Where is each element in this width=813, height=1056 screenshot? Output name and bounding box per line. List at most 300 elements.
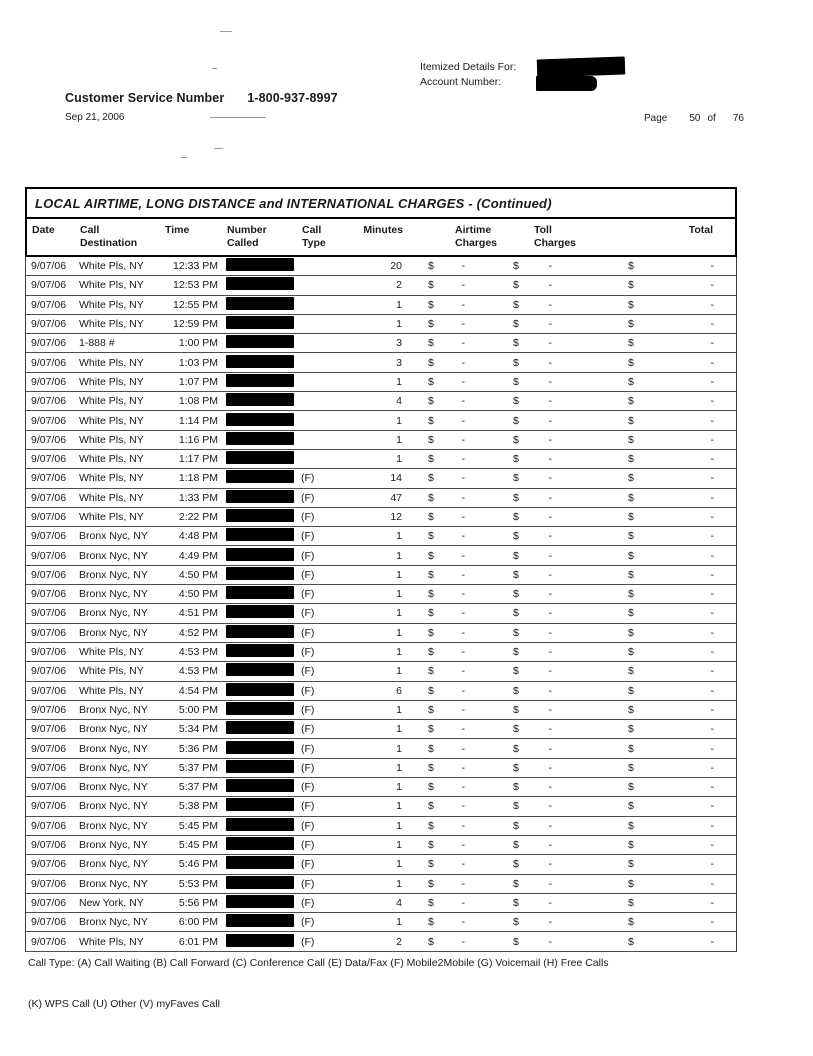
cell-date: 9/07/06: [31, 703, 67, 716]
redacted-number-bar: [226, 567, 294, 580]
airtime-amount: -: [461, 414, 465, 427]
cell-number-called: [220, 393, 296, 409]
table-row: [26, 527, 736, 546]
cell-airtime-charges: [426, 434, 511, 446]
cell-toll-charges: [511, 858, 626, 870]
col-header-total: Total: [688, 224, 713, 236]
toll-amount: -: [548, 395, 552, 408]
airtime-amount: -: [461, 375, 465, 388]
currency-symbol: $: [628, 877, 634, 890]
cell-time: 1:00 PM: [178, 337, 218, 350]
total-amount: -: [710, 318, 714, 331]
currency-symbol: $: [628, 549, 634, 562]
currency-symbol: $: [428, 800, 434, 813]
cell-number-called: [220, 895, 296, 911]
cell-date: 9/07/06: [31, 646, 67, 659]
currency-symbol: $: [513, 395, 519, 408]
cell-minutes: 2: [396, 279, 402, 292]
toll-amount: -: [548, 337, 552, 350]
airtime-amount: -: [461, 800, 465, 813]
cell-airtime-charges: [426, 376, 511, 388]
redacted-account-number-bar: [536, 76, 597, 91]
cell-date: 9/07/06: [31, 607, 67, 620]
cell-minutes: 1: [396, 530, 402, 543]
cell-total: [626, 530, 738, 542]
total-amount: -: [710, 761, 714, 774]
cell-number-called: [220, 663, 296, 679]
toll-amount: -: [548, 472, 552, 485]
cell-number-called: [220, 277, 296, 293]
cell-airtime-charges: [426, 916, 511, 928]
airtime-amount: -: [461, 761, 465, 774]
table-row: [26, 875, 736, 894]
cell-date: 9/07/06: [31, 839, 67, 852]
cell-airtime-charges: [426, 897, 511, 909]
cell-number-called: [220, 934, 296, 950]
currency-symbol: $: [428, 723, 434, 736]
toll-amount: -: [548, 356, 552, 369]
currency-symbol: $: [428, 916, 434, 929]
redacted-number-bar: [226, 625, 294, 638]
cell-minutes: 4: [396, 896, 402, 909]
cell-toll-charges: [511, 511, 626, 523]
cell-airtime-charges: [426, 646, 511, 658]
cell-destination: White Pls, NY: [79, 395, 144, 408]
cell-date: 9/07/06: [31, 549, 67, 562]
currency-symbol: $: [628, 588, 634, 601]
cell-time: 1:16 PM: [178, 433, 218, 446]
cell-total: [626, 395, 738, 407]
cell-time: 5:36 PM: [178, 742, 218, 755]
cell-toll-charges: [511, 530, 626, 542]
cell-airtime-charges: [426, 627, 511, 639]
currency-symbol: $: [428, 896, 434, 909]
cell-toll-charges: [511, 878, 626, 890]
redacted-number-bar: [226, 509, 294, 522]
total-amount: -: [710, 684, 714, 697]
currency-symbol: $: [428, 549, 434, 562]
airtime-amount: -: [461, 626, 465, 639]
cell-minutes: 20: [390, 260, 402, 273]
table-row: [26, 662, 736, 681]
cell-airtime-charges: [426, 743, 511, 755]
cell-total: [626, 936, 738, 948]
table-row: [26, 720, 736, 739]
currency-symbol: $: [513, 800, 519, 813]
cell-toll-charges: [511, 453, 626, 465]
currency-symbol: $: [628, 781, 634, 794]
table-row: [26, 392, 736, 411]
cell-toll-charges: [511, 260, 626, 272]
total-amount: -: [710, 703, 714, 716]
cell-destination: Bronx Nyc, NY: [79, 819, 148, 832]
cell-call-type: (F): [301, 819, 315, 832]
cell-toll-charges: [511, 415, 626, 427]
cell-total: [626, 781, 738, 793]
cell-date: 9/07/06: [31, 742, 67, 755]
toll-amount: -: [548, 800, 552, 813]
cell-time: 5:37 PM: [178, 761, 218, 774]
page-total: 76: [732, 113, 744, 124]
cell-time: 5:45 PM: [178, 819, 218, 832]
cell-airtime-charges: [426, 415, 511, 427]
currency-symbol: $: [428, 395, 434, 408]
cell-date: 9/07/06: [31, 916, 67, 929]
cell-number-called: [220, 297, 296, 313]
cell-date: 9/07/06: [31, 858, 67, 871]
cell-toll-charges: [511, 839, 626, 851]
currency-symbol: $: [513, 491, 519, 504]
cell-date: 9/07/06: [31, 395, 67, 408]
cell-destination: White Pls, NY: [79, 472, 144, 485]
currency-symbol: $: [513, 453, 519, 466]
currency-symbol: $: [428, 337, 434, 350]
cell-minutes: 1: [396, 761, 402, 774]
toll-amount: -: [548, 703, 552, 716]
currency-symbol: $: [628, 395, 634, 408]
toll-amount: -: [548, 935, 552, 948]
toll-amount: -: [548, 877, 552, 890]
cell-minutes: 1: [396, 588, 402, 601]
scan-artifact: [210, 117, 266, 118]
currency-symbol: $: [428, 839, 434, 852]
currency-symbol: $: [513, 588, 519, 601]
cell-minutes: 1: [396, 742, 402, 755]
cell-call-type: (F): [301, 703, 315, 716]
toll-amount: -: [548, 626, 552, 639]
cell-minutes: 1: [396, 819, 402, 832]
cell-call-type: (F): [301, 896, 315, 909]
redacted-number-bar: [226, 741, 294, 754]
redacted-number-bar: [226, 297, 294, 310]
total-amount: -: [710, 491, 714, 504]
cell-total: [626, 897, 738, 909]
cell-total: [626, 279, 738, 291]
cell-date: 9/07/06: [31, 665, 67, 678]
currency-symbol: $: [428, 568, 434, 581]
cell-number-called: [220, 490, 296, 506]
airtime-amount: -: [461, 916, 465, 929]
cell-number-called: [220, 644, 296, 660]
toll-amount: -: [548, 646, 552, 659]
currency-symbol: $: [628, 839, 634, 852]
table-row: [26, 585, 736, 604]
currency-symbol: $: [428, 491, 434, 504]
cell-number-called: [220, 702, 296, 718]
cell-time: 5:53 PM: [178, 877, 218, 890]
currency-symbol: $: [628, 279, 634, 292]
currency-symbol: $: [428, 414, 434, 427]
total-amount: -: [710, 453, 714, 466]
cell-total: [626, 550, 738, 562]
airtime-amount: -: [461, 568, 465, 581]
cell-time: 12:59 PM: [173, 318, 218, 331]
cell-minutes: 1: [396, 453, 402, 466]
table-row: [26, 778, 736, 797]
cell-date: 9/07/06: [31, 337, 67, 350]
airtime-amount: -: [461, 279, 465, 292]
redacted-number-bar: [226, 856, 294, 869]
cell-minutes: 47: [390, 491, 402, 504]
toll-amount: -: [548, 761, 552, 774]
currency-symbol: $: [513, 279, 519, 292]
currency-symbol: $: [428, 684, 434, 697]
cell-toll-charges: [511, 607, 626, 619]
toll-amount: -: [548, 858, 552, 871]
cell-date: 9/07/06: [31, 472, 67, 485]
col-header-airtime-charges: Airtime Charges: [455, 224, 498, 249]
cell-toll-charges: [511, 395, 626, 407]
cell-date: 9/07/06: [31, 298, 67, 311]
cell-minutes: 1: [396, 375, 402, 388]
cell-date: 9/07/06: [31, 800, 67, 813]
cell-airtime-charges: [426, 878, 511, 890]
currency-symbol: $: [628, 723, 634, 736]
currency-symbol: $: [513, 761, 519, 774]
redacted-number-bar: [226, 316, 294, 329]
total-amount: -: [710, 530, 714, 543]
cell-time: 4:54 PM: [178, 684, 218, 697]
cell-time: 4:52 PM: [178, 626, 218, 639]
cell-toll-charges: [511, 916, 626, 928]
cell-destination: White Pls, NY: [79, 298, 144, 311]
cell-total: [626, 646, 738, 658]
table-row: [26, 894, 736, 913]
cell-call-type: (F): [301, 761, 315, 774]
airtime-amount: -: [461, 684, 465, 697]
cell-toll-charges: [511, 337, 626, 349]
customer-service-number: 1-800-937-8997: [247, 91, 338, 105]
cell-toll-charges: [511, 492, 626, 504]
customer-service-label: Customer Service Number: [65, 91, 225, 105]
table-row: [26, 431, 736, 450]
cell-total: [626, 588, 738, 600]
currency-symbol: $: [628, 665, 634, 678]
cell-destination: Bronx Nyc, NY: [79, 877, 148, 890]
cell-total: [626, 820, 738, 832]
currency-symbol: $: [513, 781, 519, 794]
cell-airtime-charges: [426, 318, 511, 330]
currency-symbol: $: [513, 723, 519, 736]
airtime-amount: -: [461, 395, 465, 408]
cell-minutes: 1: [396, 607, 402, 620]
airtime-amount: -: [461, 530, 465, 543]
cell-total: [626, 260, 738, 272]
page-of-label: of: [707, 113, 716, 124]
currency-symbol: $: [428, 530, 434, 543]
toll-amount: -: [548, 684, 552, 697]
cell-total: [626, 762, 738, 774]
cell-number-called: [220, 470, 296, 486]
cell-number-called: [220, 413, 296, 429]
cell-time: 12:53 PM: [173, 279, 218, 292]
cell-time: 5:56 PM: [178, 896, 218, 909]
cell-destination: White Pls, NY: [79, 356, 144, 369]
cell-airtime-charges: [426, 569, 511, 581]
currency-symbol: $: [428, 260, 434, 273]
cell-call-type: (F): [301, 491, 315, 504]
table-row: [26, 682, 736, 701]
page-label: Page: [644, 113, 668, 124]
total-amount: -: [710, 298, 714, 311]
cell-minutes: 1: [396, 646, 402, 659]
total-amount: -: [710, 858, 714, 871]
cell-date: 9/07/06: [31, 279, 67, 292]
cell-time: 6:00 PM: [178, 916, 218, 929]
toll-amount: -: [548, 549, 552, 562]
cell-airtime-charges: [426, 588, 511, 600]
col-header-time: Time: [165, 224, 190, 236]
cell-minutes: 3: [396, 356, 402, 369]
currency-symbol: $: [628, 858, 634, 871]
cell-airtime-charges: [426, 260, 511, 272]
cell-total: [626, 878, 738, 890]
cell-destination: White Pls, NY: [79, 684, 144, 697]
cell-time: 1:03 PM: [178, 356, 218, 369]
cell-destination: White Pls, NY: [79, 260, 144, 273]
currency-symbol: $: [628, 414, 634, 427]
currency-symbol: $: [428, 858, 434, 871]
table-row: [26, 276, 736, 295]
total-amount: -: [710, 549, 714, 562]
redacted-number-bar: [226, 934, 294, 947]
cell-minutes: 1: [396, 800, 402, 813]
cell-time: 1:33 PM: [178, 491, 218, 504]
col-header-toll-charges: Toll Charges: [534, 224, 577, 249]
toll-amount: -: [548, 298, 552, 311]
cell-minutes: 1: [396, 626, 402, 639]
cell-total: [626, 337, 738, 349]
currency-symbol: $: [513, 298, 519, 311]
scan-artifact: [214, 148, 223, 149]
currency-symbol: $: [428, 877, 434, 890]
total-amount: -: [710, 916, 714, 929]
cell-minutes: 1: [396, 916, 402, 929]
cell-toll-charges: [511, 588, 626, 600]
airtime-amount: -: [461, 723, 465, 736]
cell-number-called: [220, 856, 296, 872]
cell-date: 9/07/06: [31, 491, 67, 504]
cell-destination: Bronx Nyc, NY: [79, 761, 148, 774]
cell-destination: White Pls, NY: [79, 646, 144, 659]
toll-amount: -: [548, 491, 552, 504]
cell-toll-charges: [511, 723, 626, 735]
cell-toll-charges: [511, 704, 626, 716]
airtime-amount: -: [461, 896, 465, 909]
cell-date: 9/07/06: [31, 761, 67, 774]
cell-airtime-charges: [426, 723, 511, 735]
currency-symbol: $: [628, 607, 634, 620]
cell-minutes: 1: [396, 877, 402, 890]
cell-number-called: [220, 548, 296, 564]
toll-amount: -: [548, 568, 552, 581]
cell-destination: Bronx Nyc, NY: [79, 839, 148, 852]
airtime-amount: -: [461, 703, 465, 716]
cell-total: [626, 357, 738, 369]
currency-symbol: $: [628, 472, 634, 485]
cell-airtime-charges: [426, 511, 511, 523]
cell-time: 2:22 PM: [178, 511, 218, 523]
currency-symbol: $: [513, 414, 519, 427]
currency-symbol: $: [428, 356, 434, 369]
cell-time: 1:08 PM: [178, 395, 218, 408]
currency-symbol: $: [428, 607, 434, 620]
airtime-amount: -: [461, 356, 465, 369]
cell-number-called: [220, 258, 296, 274]
account-number-label: Account Number:: [420, 76, 502, 88]
total-amount: -: [710, 723, 714, 736]
call-type-legend-line2: (K) WPS Call (U) Other (V) myFaves Call: [28, 998, 220, 1010]
redacted-number-bar: [226, 721, 294, 734]
airtime-amount: -: [461, 819, 465, 832]
cell-total: [626, 415, 738, 427]
cell-number-called: [220, 528, 296, 544]
cell-toll-charges: [511, 550, 626, 562]
cell-number-called: [220, 876, 296, 892]
airtime-amount: -: [461, 607, 465, 620]
cell-time: 12:33 PM: [173, 260, 218, 273]
currency-symbol: $: [428, 819, 434, 832]
cell-minutes: 14: [390, 472, 402, 485]
cell-call-type: (F): [301, 511, 315, 523]
cell-airtime-charges: [426, 453, 511, 465]
cell-destination: White Pls, NY: [79, 935, 144, 948]
cell-number-called: [220, 818, 296, 834]
cell-time: 1:14 PM: [178, 414, 218, 427]
cell-minutes: 1: [396, 318, 402, 331]
cell-time: 5:34 PM: [178, 723, 218, 736]
cell-destination: Bronx Nyc, NY: [79, 530, 148, 543]
currency-symbol: $: [513, 472, 519, 485]
currency-symbol: $: [628, 375, 634, 388]
col-header-number-called: Number Called: [227, 224, 267, 249]
cell-date: 9/07/06: [31, 568, 67, 581]
cell-airtime-charges: [426, 800, 511, 812]
cell-toll-charges: [511, 781, 626, 793]
cell-time: 1:18 PM: [178, 472, 218, 485]
currency-symbol: $: [428, 472, 434, 485]
cell-call-type: (F): [301, 723, 315, 736]
table-row: [26, 546, 736, 565]
table-row: [26, 296, 736, 315]
currency-symbol: $: [513, 665, 519, 678]
cell-destination: Bronx Nyc, NY: [79, 588, 148, 601]
cell-toll-charges: [511, 376, 626, 388]
currency-symbol: $: [428, 279, 434, 292]
toll-amount: -: [548, 279, 552, 292]
currency-symbol: $: [513, 626, 519, 639]
redacted-number-bar: [226, 644, 294, 657]
cell-airtime-charges: [426, 607, 511, 619]
redacted-number-bar: [226, 779, 294, 792]
total-amount: -: [710, 395, 714, 408]
toll-amount: -: [548, 414, 552, 427]
cell-minutes: 2: [396, 935, 402, 948]
cell-total: [626, 839, 738, 851]
currency-symbol: $: [628, 356, 634, 369]
cell-time: 5:38 PM: [178, 800, 218, 813]
scan-artifact: [220, 31, 232, 32]
cell-minutes: 1: [396, 433, 402, 446]
cell-destination: White Pls, NY: [79, 433, 144, 446]
cell-destination: Bronx Nyc, NY: [79, 626, 148, 639]
redacted-number-bar: [226, 335, 294, 348]
cell-call-type: (F): [301, 935, 315, 948]
table-row: [26, 817, 736, 836]
cell-total: [626, 665, 738, 677]
currency-symbol: $: [513, 607, 519, 620]
cell-time: 4:53 PM: [178, 646, 218, 659]
